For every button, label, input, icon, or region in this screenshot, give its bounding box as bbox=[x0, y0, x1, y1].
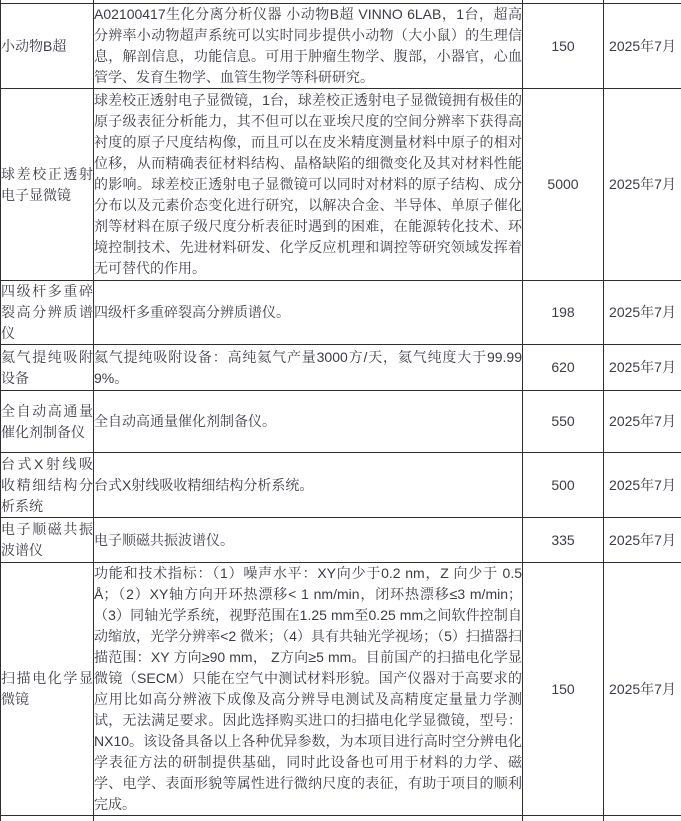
table-row bbox=[1, 391, 681, 453]
purchase-date: 2025年7月 bbox=[604, 345, 681, 391]
budget-amount: 5000 bbox=[523, 89, 604, 281]
budget-amount: 150 bbox=[523, 4, 604, 89]
table-row bbox=[1, 4, 681, 89]
equipment-description: 氦气提纯吸附设备：高纯氦气产量3000方/天，氦气纯度大于99.999%。 bbox=[94, 345, 523, 391]
equipment-description: 电子顺磁共振波谱仪。 bbox=[94, 518, 523, 563]
table-row bbox=[1, 453, 681, 518]
purchase-date: 2025年7月 bbox=[604, 453, 681, 518]
purchase-date: 2025年7月 bbox=[604, 563, 681, 816]
budget-amount: 620 bbox=[523, 345, 604, 391]
table-row bbox=[1, 345, 681, 391]
empty-cell bbox=[523, 816, 604, 821]
equipment-description: 全自动高通量催化剂制备仪。 bbox=[94, 391, 523, 453]
table-row bbox=[1, 563, 681, 816]
equipment-name: 小动物B超 bbox=[1, 4, 94, 89]
equipment-name: 全自动高通量催化剂制备仪 bbox=[1, 391, 94, 453]
budget-amount: 500 bbox=[523, 453, 604, 518]
budget-amount: 150 bbox=[523, 563, 604, 816]
purchase-date: 2025年7月 bbox=[604, 281, 681, 345]
equipment-name: 电子顺磁共振波谱仪 bbox=[1, 518, 94, 563]
table-row bbox=[1, 518, 681, 563]
equipment-description: 四级杆多重碎裂高分辨质谱仪。 bbox=[94, 281, 523, 345]
equipment-description: 球差校正透射电子显微镜，1台，球差校正透射电子显微镜拥有极佳的原子级表征分析能力，其不但可以在亚埃尺度的空间分辨率下获得高衬度的原子尺度结构像，而且可以在皮米精度测量材料中原子的相对位移，从而精确表征材料结构、晶格缺陷的细微变化及其对材料性能的影响。球差校正透射电子显微镜可以同时对材料的原子结构、成分分布以及元素价态变化进行研究，以解决合金、半导体、单原子催化剂等材料在原子级尺度分析表征时遇到的困难，在能源转化技术、环境控制技术、先进材料研发、化学反应机理和调控等研究领域发挥着无可替代的作用。 bbox=[94, 89, 523, 281]
purchase-date: 2025年7月 bbox=[604, 518, 681, 563]
equipment-name: 氦气提纯吸附设备 bbox=[1, 345, 94, 391]
budget-amount: 550 bbox=[523, 391, 604, 453]
table-row bbox=[1, 89, 681, 281]
equipment-description: A02100417生化分离分析仪器 小动物B超 VINNO 6LAB，1台，超高分辨率小动物超声系统可以实时同步提供小动物（大小鼠）的生理信息，解剖信息，功能信息。可用于肿瘤生物学、腹部，小器官，心血管学、发育生物学、血管生物学等科研研究。 bbox=[94, 4, 523, 89]
empty-cell bbox=[94, 816, 523, 821]
budget-amount: 335 bbox=[523, 518, 604, 563]
purchase-date: 2025年7月 bbox=[604, 391, 681, 453]
empty-cell bbox=[604, 816, 681, 821]
equipment-name: 台式X射线吸收精细结构分析系统 bbox=[1, 453, 94, 518]
equipment-name: 四级杆多重碎裂高分辨质谱仪 bbox=[1, 281, 94, 345]
equipment-name: 球差校正透射电子显微镜 bbox=[1, 89, 94, 281]
purchase-date: 2025年7月 bbox=[604, 89, 681, 281]
equipment-description: 台式X射线吸收精细结构分析系统。 bbox=[94, 453, 523, 518]
budget-amount: 198 bbox=[523, 281, 604, 345]
equipment-description: 功能和技术指标：（1）噪声水平：XY向少于0.2 nm，Z 向少于 0.5 Å；（2）XY轴方向开环热漂移< 1 nm/min，闭环热漂移≤3 m/min；（3）同轴光学系统，视野范围在1.25 mm至0.25 mm之间软件控制自动缩放，光学分辨率<2 微米；（4）具有共轴光学视场；（5）扫描器扫描范围：XY 方向≥90 mm， Z方向≥5 mm。目前国产的扫描电化学显微镜（SECM）只能在空气中测试材料形貌。国产仪器对于高要求的应用比如高分辨液下成像及高分辨导电测试及高精度定量量力学测试，无法满足要求。因此选择购买进口的扫描电化学显微镜，型号：NX10。该设备具备以上各种优异参数，为本项目进行高时空分辨电化学表征方法的研制提供基础，同时此设备也可用于材料的力学、磁学、电学、表面形貌等属性进行微纳尺度的表征，有助于项目的顺利完成。 bbox=[94, 563, 523, 816]
table-row bbox=[1, 281, 681, 345]
empty-cell bbox=[1, 816, 94, 821]
partial-row-bottom bbox=[1, 816, 681, 821]
equipment-name: 扫描电化学显微镜 bbox=[1, 563, 94, 816]
purchase-date: 2025年7月 bbox=[604, 4, 681, 89]
